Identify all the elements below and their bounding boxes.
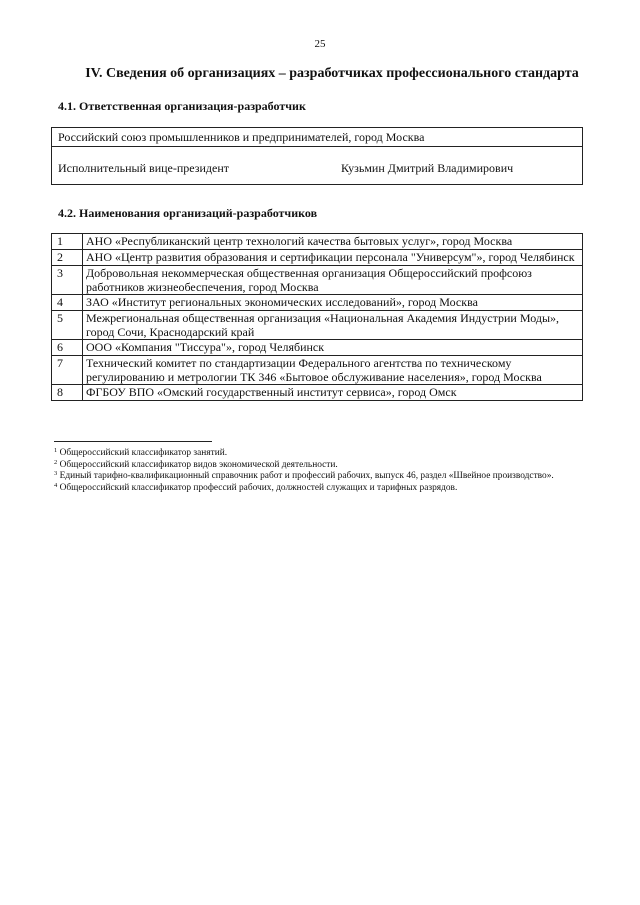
footnote: [54, 483, 582, 495]
row-number: 3: [52, 266, 83, 295]
footnote-mark: 4: [54, 481, 58, 489]
signatory-position: Исполнительный вице-президент: [58, 161, 230, 175]
responsible-organization: Российский союз промышленников и предпринимателей, город Москва: [52, 128, 582, 147]
footnote-text: Единый тарифно-квалификационный справочник работ и профессий рабочих, выпуск 46, раздел «Швейное производство».: [57, 471, 554, 481]
row-number: 5: [52, 311, 83, 340]
footnote-mark: 2: [54, 458, 58, 466]
footnote-text: Общероссийский классификатор профессий рабочих, должностей служащих и тарифных разрядов.: [57, 482, 458, 493]
section-title: IV. Сведения об организациях – разработчиках профессионального стандарта: [85, 66, 579, 81]
signatory-name: Кузьмин Дмитрий Владимирович: [341, 161, 514, 175]
table-row: [52, 311, 583, 340]
row-number: 1: [52, 234, 83, 250]
footnote-divider: [54, 441, 212, 442]
footnote: [54, 460, 582, 472]
organization-name: Добровольная некоммерческая общественная организация Общероссийский профсоюз работников жизнеобеспечения, город Москва: [83, 266, 583, 295]
table-row: [52, 234, 583, 250]
footnote: [54, 471, 582, 483]
organization-name: АНО «Центр развития образования и сертификации персонала "Универсум"», город Челябинск: [83, 250, 583, 266]
row-number: 2: [52, 250, 83, 266]
table-row: [52, 266, 583, 295]
footnote-text: Общероссийский классификатор занятий.: [57, 448, 228, 458]
organization-name: ЗАО «Институт региональных экономических исследований», город Москва: [83, 295, 583, 311]
footnote-text: Общероссийский классификатор видов экономической деятельности.: [57, 459, 338, 470]
page-number: 25: [314, 38, 326, 50]
organization-name: Межрегиональная общественная организация «Национальная Академия Индустрии Моды», город Сочи, Краснодарский край: [83, 311, 583, 340]
table-row: [52, 385, 583, 401]
row-number: 6: [52, 340, 83, 356]
organization-name: АНО «Республиканский центр технологий качества бытовых услуг», город Москва: [83, 234, 583, 250]
organization-name: Технический комитет по стандартизации Федерального агентства по техническому регулированию и метрологии ТК 346 «Бытовое обслуживание населения», город Москва: [83, 356, 583, 385]
developers-table: [51, 233, 583, 401]
table-row: [52, 250, 583, 266]
table-row: [52, 356, 583, 385]
footnote-mark: 1: [54, 447, 58, 454]
row-number: 7: [52, 356, 83, 385]
developers-heading: 4.2. Наименования организаций-разработчиков: [58, 206, 318, 220]
table-row: [52, 340, 583, 356]
footnote: [54, 448, 582, 460]
organization-name: ФГБОУ ВПО «Омский государственный институт сервиса», город Омск: [83, 385, 583, 401]
responsible-organization-box: [51, 127, 583, 185]
footnotes: [54, 448, 582, 494]
responsible-heading: 4.1. Ответственная организация-разработчик: [58, 99, 306, 113]
table-row: [52, 295, 583, 311]
organization-name: ООО «Компания "Тиссура"», город Челябинск: [83, 340, 583, 356]
footnote-mark: 3: [54, 470, 58, 477]
row-number: 4: [52, 295, 83, 311]
row-number: 8: [52, 385, 83, 401]
